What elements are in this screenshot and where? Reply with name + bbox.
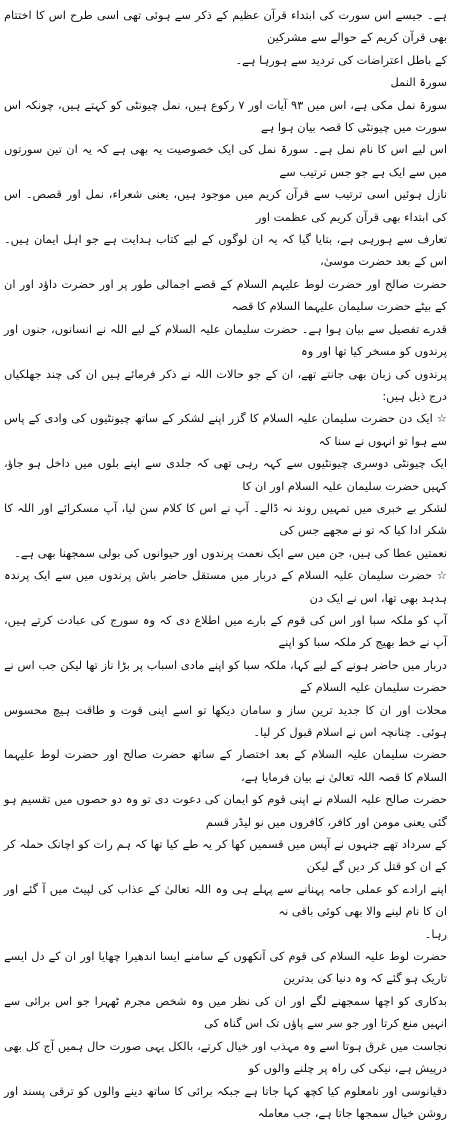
text-line: لشکر بے خبری میں تمہیں روند نہ ڈالے۔ آپ نے اس کا کلام سن لیا، آپ مسکرائے اور اللہ کا شکر ادا کیا کہ تو نے مجھے جس کی — [4, 497, 447, 542]
text-line: حضرت صالح اور حضرت لوط علیہم السلام کے قصے اجمالی طور پر اور حضرت داؤد اور ان کے بیٹے حضرت سلیمان علیہما السلام کا قصہ — [4, 273, 447, 318]
text-line: ☆ ایک دن حضرت سلیمان علیہ السلام کا گزر اپنے لشکر کے ساتھ چیونٹیوں کی وادی کے پاس سے ہوا تو انہوں نے سنا کہ — [4, 407, 447, 452]
text-line: ایک چیونٹی دوسری چیونٹیوں سے کہہ رہی تھی کہ جلدی سے اپنے بلوں میں داخل ہو جاؤ، کہیں حضرت سلیمان علیہ السلام اور ان کا — [4, 452, 447, 497]
text-line: اپنے ارادے کو عملی جامہ پہنانے سے پہلے ہی وہ اللہ تعالیٰ کے عذاب کی لپیٹ میں آ گئے اور ان کا نام لینے والا بھی کوئی باقی نہ — [4, 878, 447, 923]
text-line: دقیانوسی اور نامعلوم کیا کچھ کہا جاتا ہے جبکہ برائی کا ساتھ دینے والوں کو ترقی پسند اور روشن خیال سمجھا جاتا ہے، جب معاملہ — [4, 1080, 447, 1124]
text-line: حضرت سلیمان علیہ السلام کے بعد اختصار کے ساتھ حضرت صالح اور حضرت لوط علیہما السلام کا قصہ اللہ تعالیٰ نے بیان فرمایا ہے، — [4, 743, 447, 788]
text-line: سورۃ نمل مکی ہے، اس میں ۹۳ آیات اور ۷ رکوع ہیں، نمل چیونٹی کو کہتے ہیں، چونکہ اس سورت میں چیونٹی کا قصہ بیان ہوا ہے — [4, 94, 447, 139]
text-line: دربار میں حاضر ہونے کے لیے کہا، ملکہ سبا کو اپنے مادی اسباب پر بڑا ناز تھا لیکن جب اس نے حضرت سلیمان علیہ السلام کے — [4, 654, 447, 699]
text-line: حضرت صالح علیہ السلام نے اپنی قوم کو ایمان کی دعوت دی تو وہ دو حصوں میں تقسیم ہو گئی یعنی مومن اور کافر، کافروں میں نو لیڈر قسم — [4, 788, 447, 833]
text-line: تعارف سے ہورہی ہے، بتایا گیا کہ یہ ان لوگوں کے لیے کتاب ہدایت ہے جو اہل ایمان ہیں۔ اس کے بعد حضرت موسیٰ، — [4, 228, 447, 273]
text-line: محلات اور ان کا جدید ترین ساز و سامان دیکھا تو اسے اپنی قوت و طاقت ہیچ محسوس ہوئی۔ چنانچہ اس نے اسلام قبول کر لیا۔ — [4, 699, 447, 744]
text-line: بدکاری کو اچھا سمجھنے لگے اور ان کی نظر میں وہ شخص مجرم ٹھہرا جو اس برائی سے انہیں منع کرتا اور جو سر سے پاؤں تک اس گناہ کی — [4, 990, 447, 1035]
text-line: حضرت لوط علیہ السلام کی قوم کی آنکھوں کے سامنے ایسا اندھیرا چھایا اور ان کے دل ایسے تاریک ہو گئے کہ وہ دنیا کی بدترین — [4, 945, 447, 990]
text-line: پرندوں کی زبان بھی جانتے تھے، ان کے جو حالات اللہ نے ذکر فرمائے ہیں ان کی چند جھلکیاں درج ذیل ہیں: — [4, 363, 447, 408]
text-line: نازل ہوئیں اسی ترتیب سے قرآن کریم میں موجود ہیں، یعنی شعراء، نمل اور قصص۔ اس کی ابتداء بھی قرآن کریم کی عظمت اور — [4, 183, 447, 228]
text-line: نعمتیں عطا کی ہیں، جن میں سے ایک نعمت پرندوں اور حیوانوں کی بولی سمجھنا بھی ہے۔ — [4, 542, 447, 564]
text-line: قدرے تفصیل سے بیان ہوا ہے۔ حضرت سلیمان علیہ السلام کے لیے اللہ نے انسانوں، جنوں اور پرندوں کو مسخر کیا تھا اور وہ — [4, 318, 447, 363]
text-line: ہے۔ جیسے اس سورت کی ابتداء قرآن عظیم کے ذکر سے ہوئی تھی اسی طرح اس کا اختتام بھی قرآن کریم کے حوالے سے مشرکین — [4, 4, 447, 49]
text-line: نجاست میں غرق ہوتا اسے وہ مہذب اور خیال کرتے، بالکل یہی صورت حال ہمیں آج کل بھی درپیش ہے، نیکی کی راہ پر چلنے والوں کو — [4, 1035, 447, 1080]
section-heading: سورۃ النمل — [4, 71, 447, 93]
text-line: ☆ حضرت سلیمان علیہ السلام کے دربار میں مستقل حاضر باش پرندوں میں سے ایک پرندہ ہدہد بھی تھا، اس نے ایک دن — [4, 564, 447, 609]
text-line: آپ کو ملکہ سبا اور اس کی قوم کے بارے میں اطلاع دی کہ وہ سورج کی عبادت کرتے ہیں، آپ نے خط بھیج کر ملکہ سبا کو اپنے — [4, 609, 447, 654]
text-line: کے سرداد تھے جنہوں نے آپس میں قسمیں کھا کر یہ طے کیا تھا کہ ہم رات کو اچانک حملہ کر کے ان کو قتل کر دیں گے لیکن — [4, 833, 447, 878]
text-line: کے باطل اعتراضات کی تردید سے ہورہا ہے۔ — [4, 49, 447, 71]
text-line: اس لیے اس کا نام نمل ہے۔ سورۃ نمل کی ایک خصوصیت یہ بھی ہے کہ یہ ان تین سورتوں میں سے ایک ہے جو جس ترتیب سے — [4, 138, 447, 183]
text-line: رہا۔ — [4, 923, 447, 945]
